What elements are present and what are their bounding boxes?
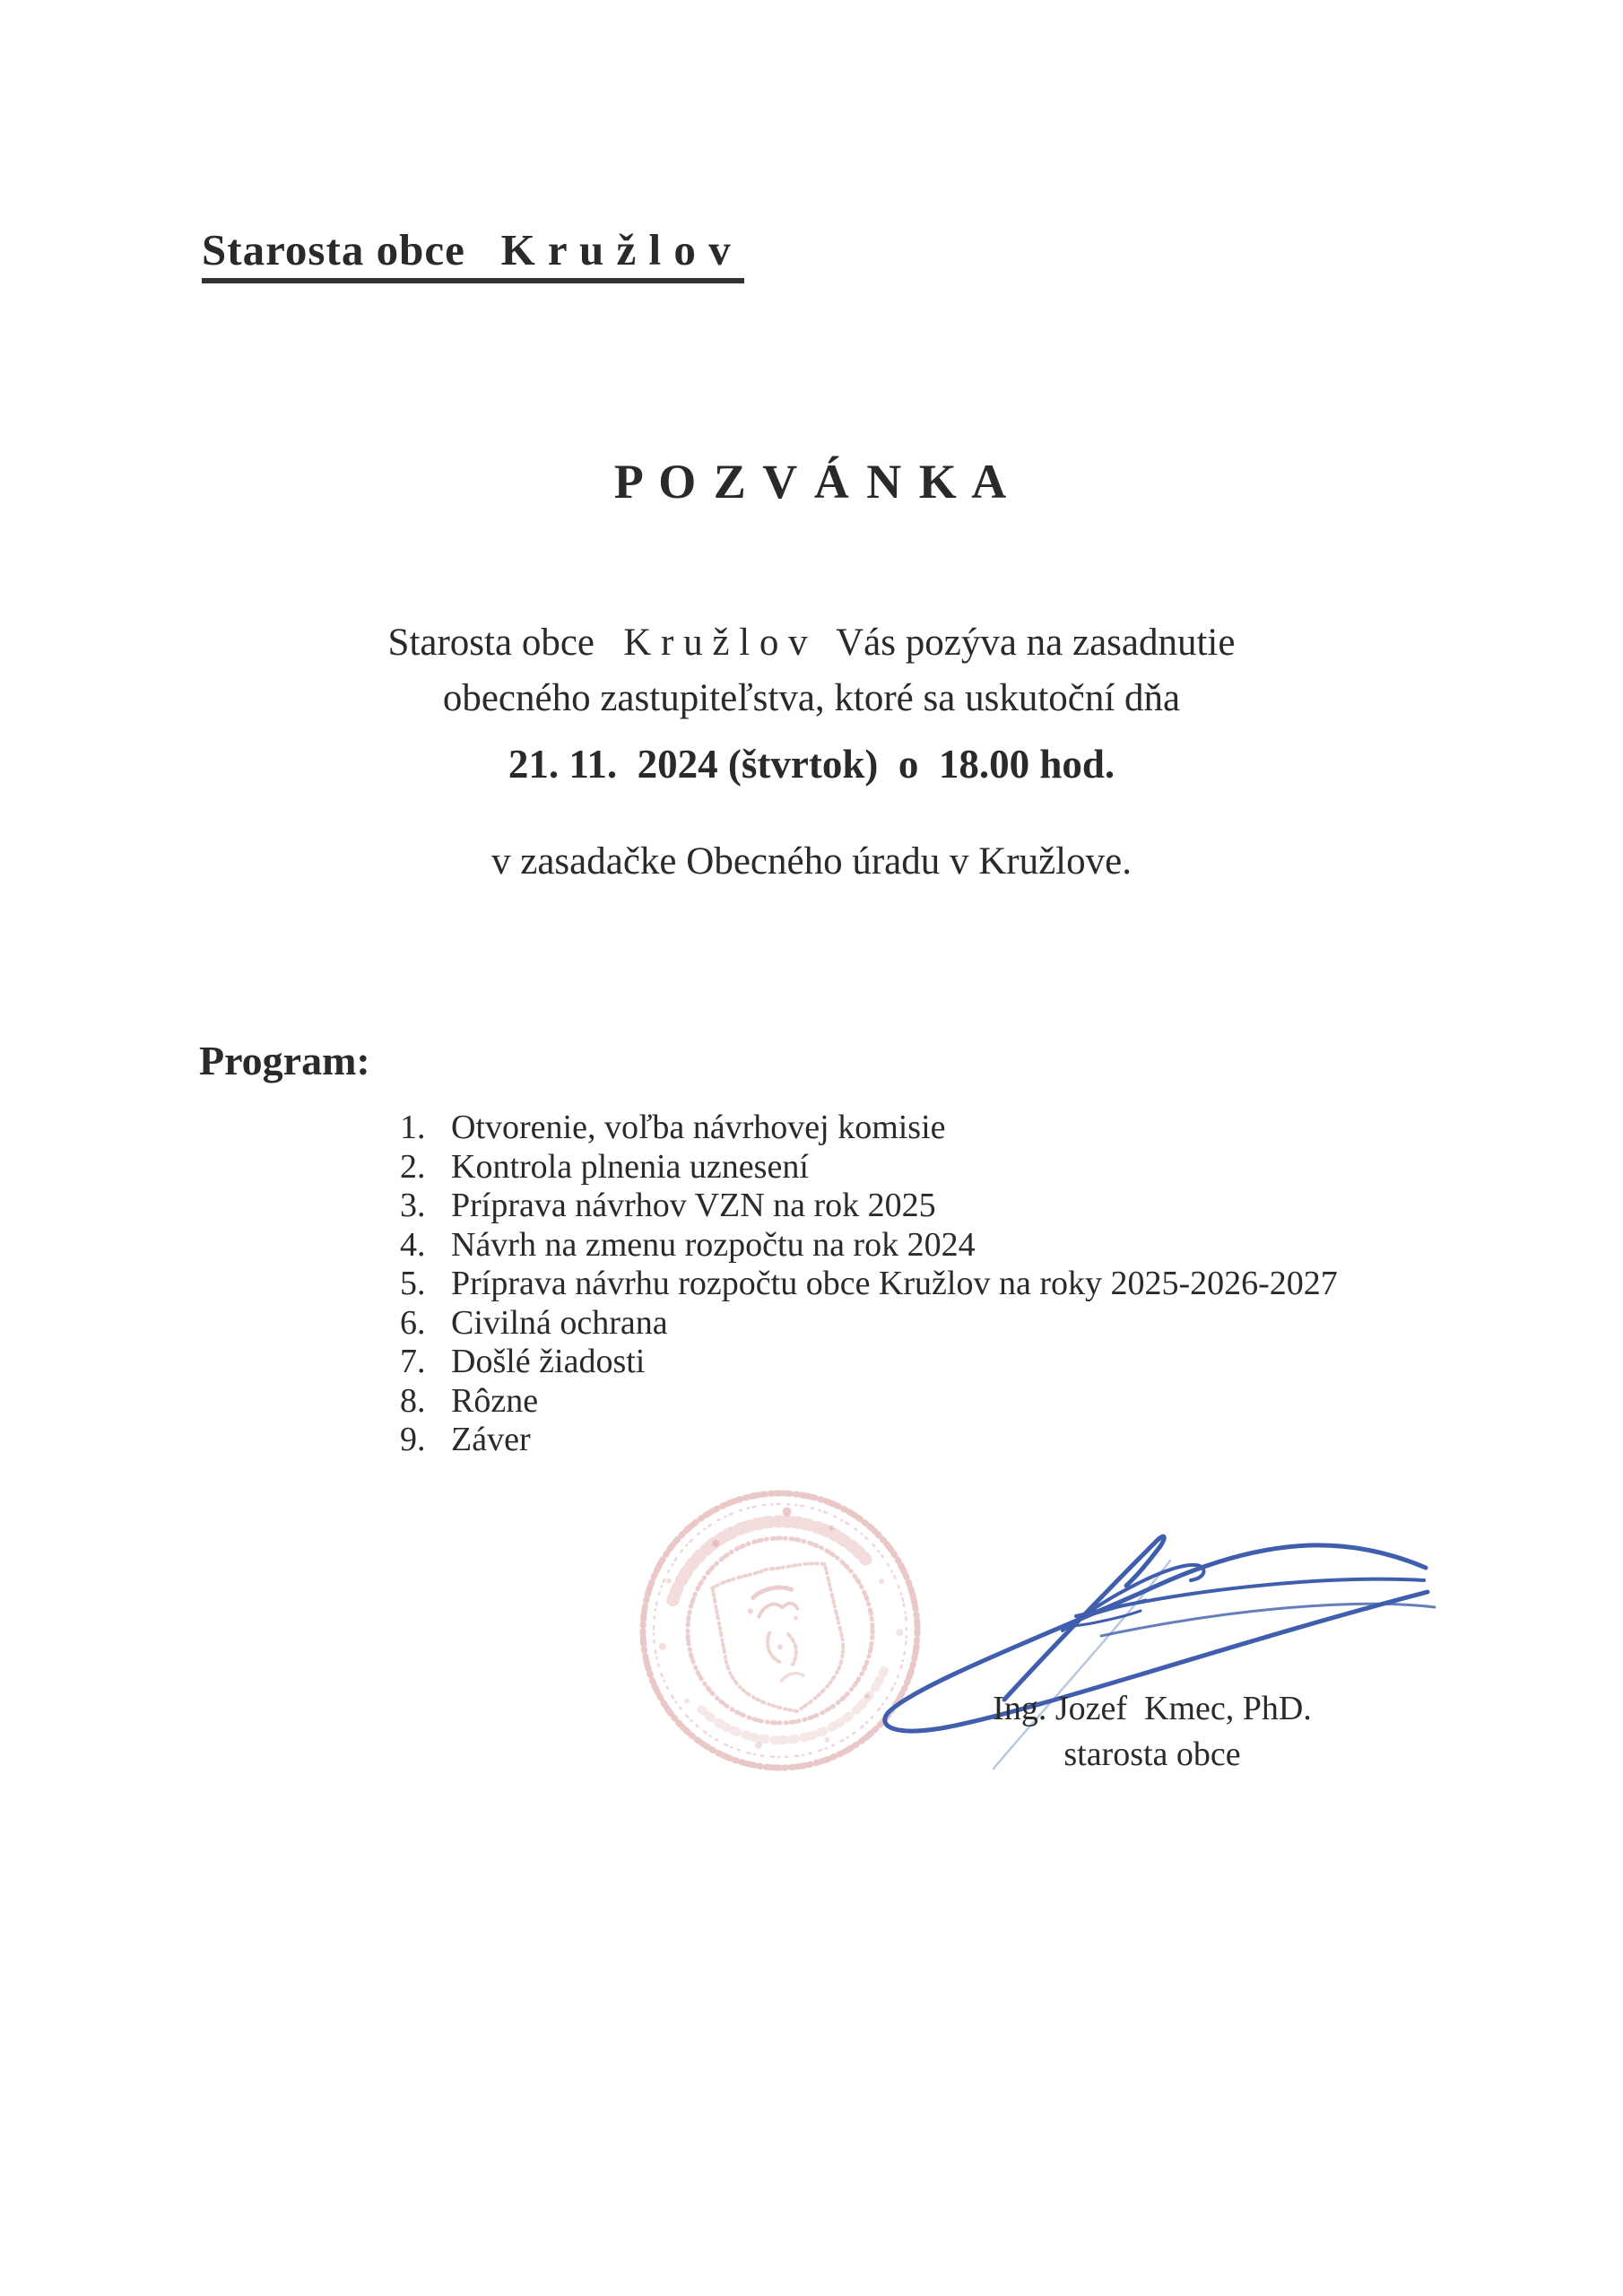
program-item-number: 3. — [400, 1187, 426, 1224]
program-item — [400, 1304, 1338, 1344]
program-item-number: 5. — [400, 1265, 426, 1302]
program-item — [400, 1226, 1338, 1265]
meeting-datetime: 21. 11. 2024 (štvrtok) o 18.00 hod. — [508, 742, 1115, 787]
program-item — [400, 1382, 1338, 1422]
program-item — [400, 1265, 1338, 1304]
document-header: Starosta obce K r u ž l o v — [202, 224, 744, 283]
program-item-text: Civilná ochrana — [451, 1303, 668, 1342]
invitation-paragraph — [0, 615, 1623, 726]
invitation-line-1: Starosta obce K r u ž l o v Vás pozýva na zasadnutie — [387, 622, 1236, 664]
program-item-text: Príprava návrhu rozpočtu obce Kružlov na roky 2025-2026-2027 — [451, 1265, 1338, 1302]
meeting-venue: v zasadačke Obecného úradu v Kružlove. — [491, 840, 1132, 883]
program-item — [400, 1187, 1338, 1226]
program-item-number: 1. — [400, 1109, 426, 1146]
program-label: Program: — [199, 1038, 370, 1083]
page-title: P O Z V Á N K A — [613, 455, 1010, 509]
program-item-number: 6. — [400, 1303, 426, 1342]
program-item-number: 8. — [400, 1381, 426, 1420]
program-list — [400, 1109, 1338, 1460]
invitation-line-2: obecného zastupiteľstva, ktoré sa uskutoční dňa — [442, 677, 1181, 719]
program-item — [400, 1109, 1338, 1148]
program-item-text: Návrh na zmenu rozpočtu na rok 2024 — [451, 1225, 976, 1264]
program-item-number: 9. — [400, 1421, 426, 1458]
program-item-text: Záver — [451, 1421, 531, 1458]
program-item — [400, 1148, 1338, 1187]
program-item-text: Došlé žiadosti — [451, 1343, 646, 1380]
program-item-text: Kontrola plnenia uznesení — [451, 1147, 809, 1186]
signature-block — [986, 1686, 1318, 1778]
program-item-number: 2. — [400, 1147, 426, 1186]
signatory-name: Ing. Jozef Kmec, PhD. — [993, 1690, 1312, 1727]
program-item-text: Otvorenie, voľba návrhovej komisie — [451, 1109, 946, 1146]
program-item — [400, 1343, 1338, 1382]
program-item — [400, 1421, 1338, 1460]
program-item-number: 4. — [400, 1225, 426, 1264]
program-item-text: Príprava návrhov VZN na rok 2025 — [451, 1187, 936, 1224]
program-item-number: 7. — [400, 1343, 426, 1380]
signatory-role: starosta obce — [1063, 1735, 1241, 1773]
program-item-text: Rôzne — [451, 1381, 539, 1420]
